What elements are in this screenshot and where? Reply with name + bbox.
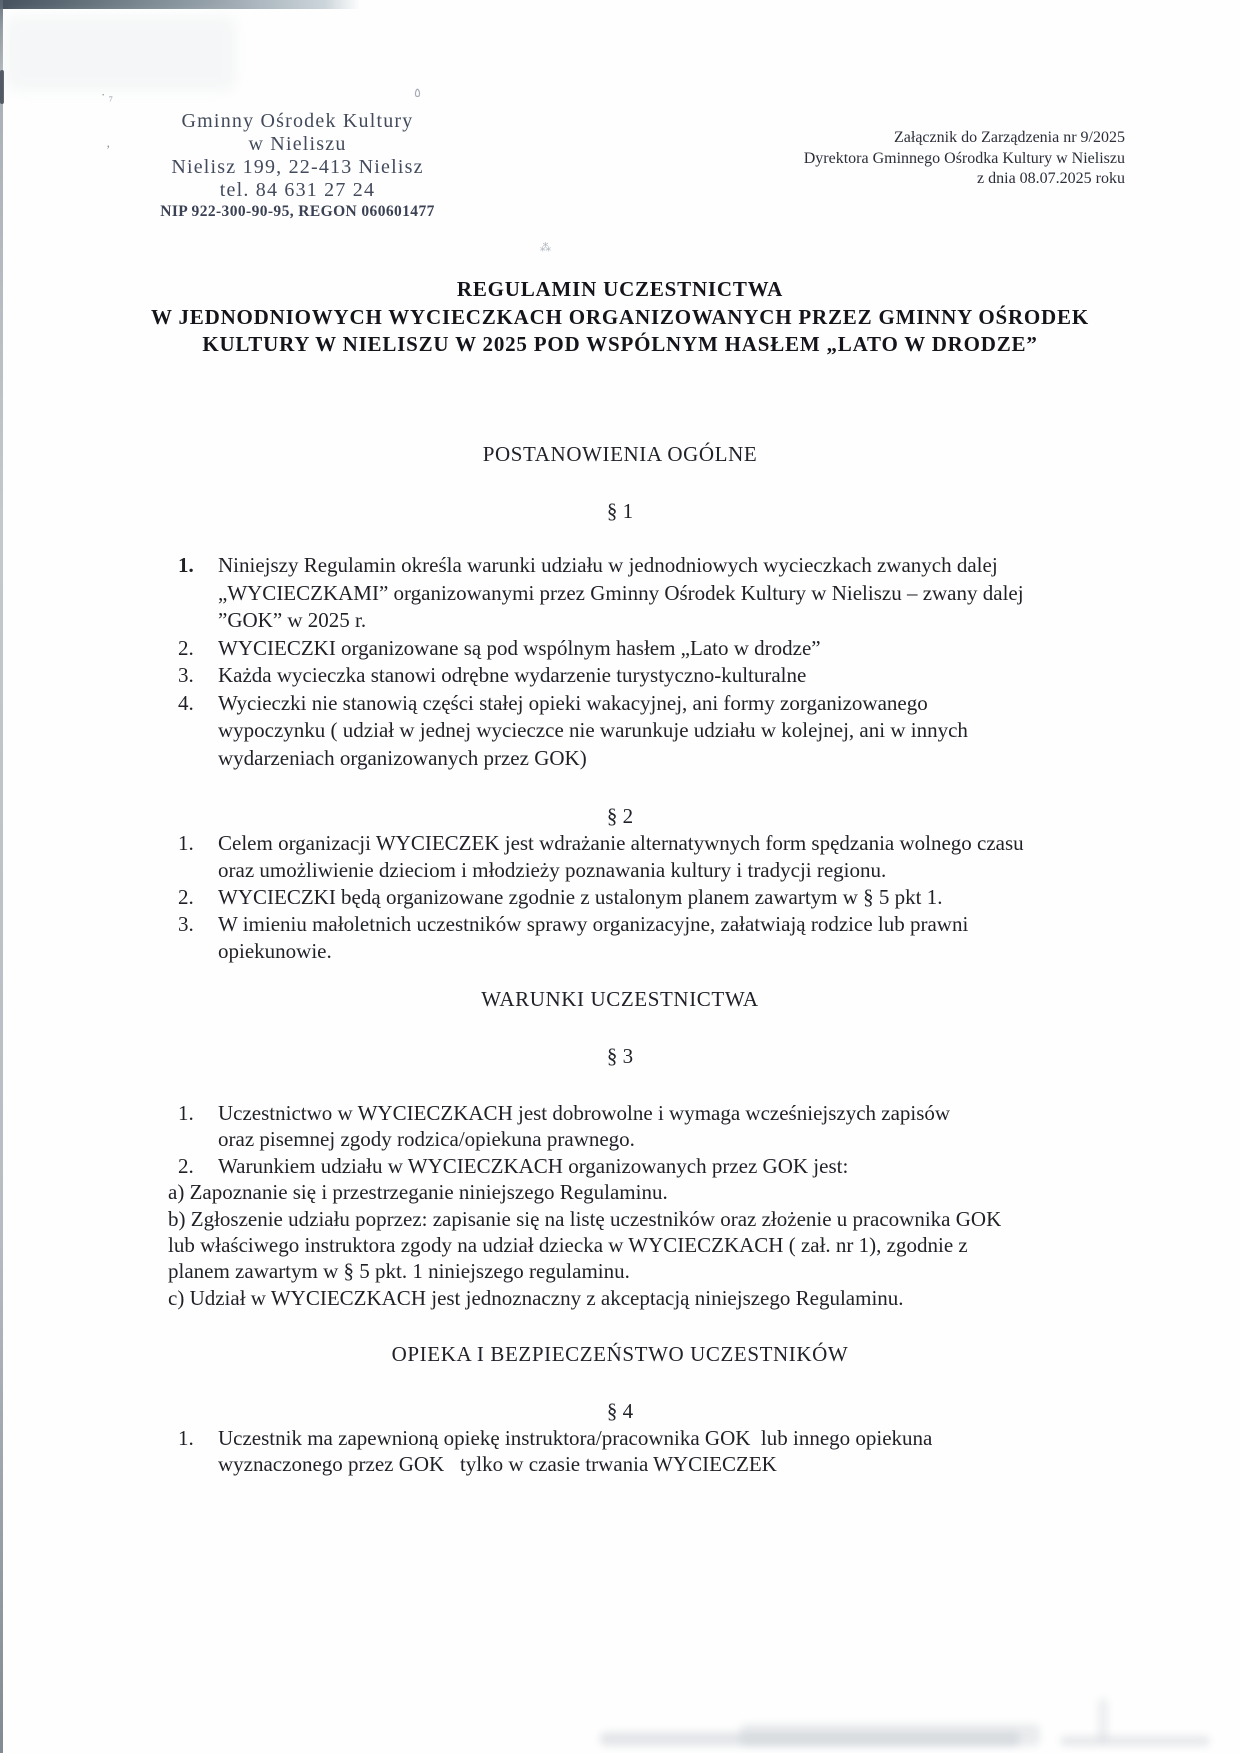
item-number: 1. xyxy=(178,831,194,855)
item-text: „WYCIECZKAMI” organizowanymi przez Gminny Ośrodek Kultury w Nieliszu – zwany dalej xyxy=(218,580,1024,605)
item-number: 4. xyxy=(178,690,194,715)
list-row xyxy=(0,884,1240,911)
list-row xyxy=(0,911,1240,938)
item-text: Warunkiem udziału w WYCIECZKACH organizowanych przez GOK jest: xyxy=(218,1153,849,1178)
list-row xyxy=(0,938,1240,965)
list-row xyxy=(0,745,1240,773)
scan-artifact-top-edge xyxy=(0,0,360,9)
list-row xyxy=(0,1451,1240,1477)
list-row xyxy=(0,1258,1240,1284)
item-text: opiekunowie. xyxy=(218,939,332,963)
item-text: WYCIECZKI organizowane są pod wspólnym hasłem „Lato w drodze” xyxy=(218,635,821,660)
item-text: b) Zgłoszenie udziału poprzez: zapisanie się na listę uczestników oraz złożenie u pracownika GOK xyxy=(168,1206,1002,1231)
item-text: Wycieczki nie stanowią części stałej opieki wakacyjnej, ani formy zorganizowanego xyxy=(218,690,928,715)
item-text: WYCIECZKI będą organizowane zgodnie z ustalonym planem zawartym w § 5 pkt 1. xyxy=(218,885,943,909)
stamp-line: Gminny Ośrodek Kultury xyxy=(181,110,414,132)
document-title-line: W JEDNODNIOWYCH WYCIECZKACH ORGANIZOWANYCH PRZEZ GMINNY OŚRODEK xyxy=(151,304,1089,329)
list-row xyxy=(0,717,1240,745)
item-number: 1. xyxy=(178,1426,194,1450)
document-title-line: REGULAMIN UCZESTNICTWA xyxy=(456,277,784,301)
item-number: 2. xyxy=(178,885,194,909)
section-heading-warunki-uczestnictwa: WARUNKI UCZESTNICTWA xyxy=(481,987,759,1011)
scan-artifact-bottom-smudge xyxy=(740,1724,1040,1746)
scan-artifact-left-nub xyxy=(0,70,4,104)
document-title-line: KULTURY W NIELISZU W 2025 POD WSPÓLNYM HASŁEM „LATO W DRODZE” xyxy=(202,332,1038,356)
list-row xyxy=(0,1153,1240,1179)
list-row xyxy=(0,1126,1240,1152)
scan-artifact-corner-shadow xyxy=(6,16,236,91)
list-row xyxy=(0,830,1240,857)
paragraph-mark-1: § 1 xyxy=(606,499,634,523)
item-text: Uczestnictwo w WYCIECZKACH jest dobrowolne i wymaga wcześniejszych zapisów xyxy=(218,1101,951,1125)
item-number: 1. xyxy=(178,553,194,577)
list-row xyxy=(0,1285,1240,1311)
annotation-line: Dyrektora Gminnego Ośrodka Kultury w Nieliszu xyxy=(803,149,1125,167)
item-number: 2. xyxy=(178,1153,194,1178)
list-row xyxy=(0,857,1240,884)
list-row xyxy=(0,1232,1240,1258)
item-number: 3. xyxy=(178,912,194,936)
item-text: lub właściwego instruktora zgody na udział dziecka w WYCIECZKACH ( zał. nr 1), zgodnie z xyxy=(168,1233,968,1258)
item-text: W imieniu małoletnich uczestników sprawy organizacyjne, załatwiają rodzice lub prawni xyxy=(218,912,969,936)
paragraph-mark-4: § 4 xyxy=(606,1399,634,1423)
item-text: c) Udział w WYCIECZKACH jest jednoznaczny z akceptacją niniejszego Regulaminu. xyxy=(168,1285,904,1310)
item-text: wydarzeniach organizowanych przez GOK) xyxy=(218,745,587,770)
annotation-line: Załącznik do Zarządzenia nr 9/2025 xyxy=(894,129,1125,146)
stamp-nip-regon-line: NIP 922-300-90-95, REGON 060601477 xyxy=(160,203,435,220)
list-row xyxy=(0,662,1240,690)
document-title xyxy=(10,276,1230,359)
item-text: Uczestnik ma zapewnioną opiekę instruktora/pracownika GOK lub innego opiekuna xyxy=(218,1426,933,1450)
organization-stamp xyxy=(140,110,455,222)
list-row xyxy=(0,552,1240,580)
paragraph-1-list xyxy=(0,552,1240,772)
list-row xyxy=(0,1206,1240,1232)
scan-artifact-speck: ٥ xyxy=(414,85,421,100)
item-text: oraz umożliwienie dzieciom i młodzieży poznawania kultury i tradycji regionu. xyxy=(218,858,887,882)
list-row xyxy=(0,690,1240,718)
item-text: wyznaczonego przez GOK tylko w czasie trwania WYCIECZEK xyxy=(218,1452,777,1476)
item-text: wypoczynku ( udział w jednej wycieczce nie warunkuje udziału w kolejnej, ani w innych xyxy=(218,718,968,742)
scan-artifact-bottom-smudge xyxy=(1060,1736,1210,1746)
item-text: planem zawartym w § 5 pkt. 1 niniejszego regulaminu. xyxy=(168,1259,630,1284)
section-heading-postanowienia-ogolne: POSTANOWIENIA OGÓLNE xyxy=(482,442,758,466)
item-text: Celem organizacji WYCIECZEK jest wdrażanie alternatywnych form spędzania wolnego czasu xyxy=(218,831,1024,855)
list-row xyxy=(0,607,1240,635)
list-row xyxy=(0,1100,1240,1126)
item-number: 1. xyxy=(178,1101,194,1125)
paragraph-3-list xyxy=(0,1100,1240,1311)
stamp-line: tel. 84 631 27 24 xyxy=(219,179,376,201)
list-row xyxy=(0,1179,1240,1205)
scan-artifact-speck: ‚ xyxy=(106,135,111,150)
scan-artifact-speck: ⁂ xyxy=(540,242,551,254)
attachment-annotation xyxy=(804,128,1125,190)
paragraph-2-list xyxy=(0,830,1240,965)
scan-artifact-speck: · ₇ xyxy=(101,87,114,102)
item-text: a) Zapoznanie się i przestrzeganie niniejszego Regulaminu. xyxy=(168,1180,668,1205)
item-text: Niniejszy Regulamin określa warunki udziału w jednodniowych wycieczkach zwanych dalej xyxy=(218,553,998,577)
paragraph-mark-3: § 3 xyxy=(606,1044,634,1068)
item-text: Każda wycieczka stanowi odrębne wydarzenie turystyczno-kulturalne xyxy=(218,663,807,687)
item-text: ”GOK” w 2025 r. xyxy=(218,608,367,632)
paragraph-mark-2: § 2 xyxy=(606,804,634,828)
list-row xyxy=(0,635,1240,663)
item-text: oraz pisemnej zgody rodzica/opiekuna prawnego. xyxy=(218,1127,635,1152)
stamp-line: Nielisz 199, 22-413 Nielisz xyxy=(171,156,424,178)
section-heading-opieka-i-bezpieczenstwo: OPIEKA I BEZPIECZEŃSTWO UCZESTNIKÓW xyxy=(391,1342,849,1366)
annotation-line: z dnia 08.07.2025 roku xyxy=(977,170,1125,187)
item-number: 2. xyxy=(178,635,194,660)
scan-artifact-bottom-smudge xyxy=(1098,1698,1108,1742)
list-row xyxy=(0,1425,1240,1451)
stamp-line: w Nieliszu xyxy=(248,133,347,155)
list-row xyxy=(0,580,1240,608)
paragraph-4-list xyxy=(0,1425,1240,1477)
item-number: 3. xyxy=(178,663,194,687)
